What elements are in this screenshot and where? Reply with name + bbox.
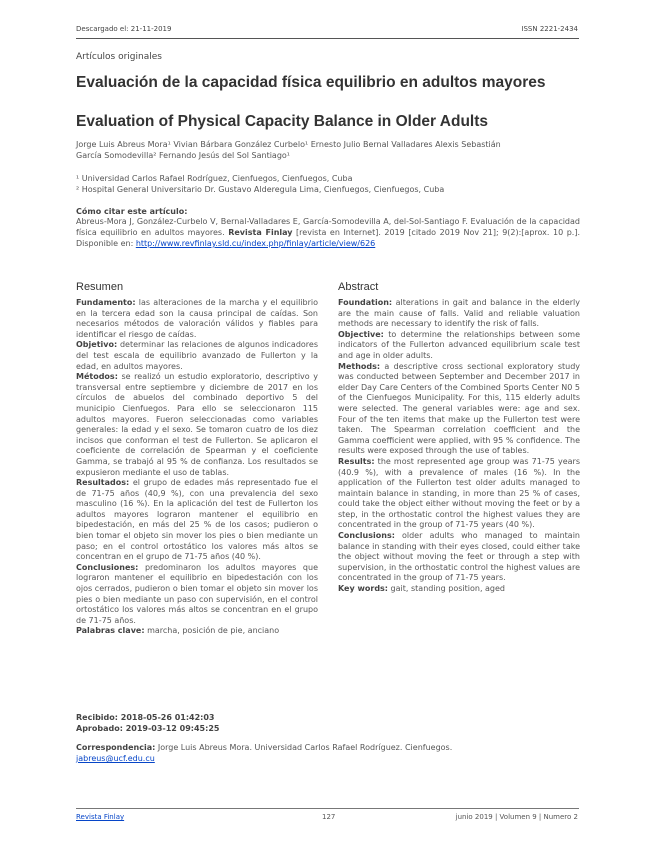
conclusions-label: Conclusions: bbox=[338, 531, 395, 541]
dates bbox=[76, 712, 219, 734]
conclusions-text: older adults who managed to maintain balance in standing with their eyes closed, could either take the object without moving the feet or through a step with supervision, in the orthostatic control the highest values are concentrated in the group of 71-75 years. bbox=[338, 531, 580, 583]
methods-text: a descriptive cross sectional exploratory study was conducted between September and December 2017 in elder Day Care Centers of the Combined Sports Center N0 5 of the Cienfuegos Municipality. For this, 115 elderly adults were selected. The general variables were: age and sex. Four of the ten items that make up the Fullerton test were taken. The Spearman correlation coefficient and the Gamma coefficient were applied, with 95 % confidence. The results were exposed through the use of tables. bbox=[338, 361, 580, 456]
methods-label: Methods: bbox=[338, 361, 381, 371]
section-label: Artículos originales bbox=[76, 52, 162, 62]
resumen-paragraph bbox=[76, 563, 318, 627]
resultados-label: Resultados: bbox=[76, 478, 130, 488]
conclusiones-text: predominaron los adultos mayores que lograron mantener el equilibrio en bipedestación con los ojos cerrados, pudieron o bien tomar el objeto sin mover los pies o bien mediante un paso con supervisión, en el control ortostático los valores más altos se concentran en el grupo de 71-75 años. bbox=[76, 562, 318, 625]
resumen-heading: Resumen bbox=[76, 281, 124, 293]
results-text: the most represented age group was 71-75 years (40.9 %), with a prevalence of males (16 %). In the application of the Fullerton test older adults managed to maintain balance in standing, in more than 25 % of cases, could take the object either without moving the feet or by a step, in the orthostatic control the highest values they are concentrated in the group of 71-75 years (40 %). bbox=[338, 456, 580, 530]
affiliation-2: ² Hospital General Universitario Dr. Gustavo Alderegula Lima, Cienfuegos, Cienfuegos, Cuba bbox=[76, 185, 445, 194]
citation-url-link[interactable]: http://www.revfinlay.sld.cu/index.php/finlay/article/view/626 bbox=[135, 239, 376, 248]
objetivo-label: Objetivo: bbox=[76, 340, 118, 350]
palabras-clave-text: marcha, posición de pie, anciano bbox=[144, 626, 280, 636]
correspondence-text: Jorge Luis Abreus Mora. Universidad Carlos Rafael Rodríguez. Cienfuegos. bbox=[155, 743, 453, 752]
conclusiones-label: Conclusiones: bbox=[76, 562, 139, 572]
footer-journal-link[interactable]: Revista Finlay bbox=[76, 813, 125, 821]
foundation-label: Foundation: bbox=[338, 298, 393, 307]
abstract-paragraph bbox=[338, 330, 580, 362]
footer-divider bbox=[76, 808, 579, 809]
fundamento-label: Fundamento: bbox=[76, 298, 136, 307]
title-spanish: Evaluación de la capacidad física equilibrio en adultos mayores bbox=[76, 74, 546, 91]
citation-text bbox=[76, 216, 580, 249]
authors-line-1: Jorge Luis Abreus Mora¹ Vivian Bárbara González Curbelo¹ Ernesto Julio Bernal Valladares Alexis Sebastián bbox=[76, 140, 501, 149]
received-date: Recibido: 2018-05-26 01:42:03 bbox=[76, 713, 215, 722]
key-words-label: Key words: bbox=[338, 584, 389, 594]
key-words-text: gait, standing position, aged bbox=[388, 584, 506, 594]
correspondence-email-link[interactable]: jabreus@ucf.edu.cu bbox=[76, 754, 155, 763]
citation-text-end: [revista en Internet]. 2019 [citado 2019 Nov 21]; 9(2):[aprox. 10 p.]. Disponible en: bbox=[76, 228, 580, 248]
issn: ISSN 2221-2434 bbox=[521, 25, 578, 33]
issue-info: junio 2019 | Volumen 9 | Numero 2 bbox=[455, 813, 578, 821]
correspondence-label: Correspondencia: bbox=[76, 743, 156, 752]
affiliation-1: ¹ Universidad Carlos Rafael Rodríguez, Cienfuegos, Cienfuegos, Cuba bbox=[76, 174, 353, 183]
objective-text: to determine the relationships between some indicators of the Fullerton advanced equilibrium scale test and age in older adults. bbox=[338, 329, 580, 360]
authors bbox=[76, 139, 586, 161]
abstract-paragraph bbox=[338, 362, 580, 457]
key-words bbox=[338, 584, 580, 595]
citation-block bbox=[76, 207, 580, 249]
objetivo-text: determinar las relaciones de algunos indicadores del test escala de equilibrio avanzado de Fullerton y la edad, en adultos mayores. bbox=[76, 340, 318, 371]
resumen-paragraph bbox=[76, 340, 318, 372]
page-number: 127 bbox=[322, 813, 336, 821]
approved-date: Aprobado: 2019-03-12 09:45:25 bbox=[76, 724, 220, 733]
objective-label: Objective: bbox=[338, 329, 384, 339]
palabras-clave-label: Palabras clave: bbox=[76, 626, 145, 636]
citation-heading: Cómo citar este artículo: bbox=[76, 207, 188, 216]
fundamento-text: las alteraciones de la marcha y el equilibrio en la tercera edad son la causa principal de caídas. Son necesarios métodos de valoración válidos y fiables para identificar el riesgo de caídas. bbox=[76, 298, 318, 339]
citation-journal: Revista Finlay bbox=[228, 228, 293, 237]
resumen-paragraph bbox=[76, 372, 318, 478]
download-date: Descargado el: 21-11-2019 bbox=[76, 25, 172, 33]
correspondence bbox=[76, 742, 580, 764]
resumen-paragraph bbox=[76, 298, 318, 340]
resumen-column bbox=[76, 298, 318, 637]
metodos-text: se realizó un estudio exploratorio, descriptivo y transversal entre septiembre y diciembre de 2017 en los círculos de abuelos del combinado deportivo 5 del municipio Cienfuegos. Para ello se seleccionaron 115 adultos mayores. Fueron seleccionadas como variables generales: la edad y el sexo. Se tomaron cuatro de los diez incisos que conforman el test de Fullerton. Se aplicaron el coeficiente de correlación de Spearman y el coeficiente Gamma, se trabajó al 95 % de confianza. Los resultados se expusieron mediante el uso de tablas. bbox=[76, 372, 318, 477]
foundation-text: alterations in gait and balance in the elderly are the main cause of falls. Valid and reliable valuation methods are necessary to identify the risk of falls. bbox=[338, 298, 580, 329]
citation-text-start: Abreus-Mora J, González-Curbelo V, Bernal-Valladares E, García-Somodevilla A, del-Sol-Santiago F. Evaluación de la capacidad física equilibrio en adultos mayores. bbox=[76, 217, 580, 237]
header-divider bbox=[76, 38, 579, 39]
abstract-paragraph bbox=[338, 457, 580, 531]
resultados-text: el grupo de edades más representado fue el de 71-75 años (40,9 %), con una prevalencia del sexo masculino (16 %). En la aplicación del test de Fullerton los adultos mayores lograron mantener el equilibrio en bipedestación, en más del 25 % de los casos; pudieron o bien tomar el objeto sin mover los pies o bien mediante un paso; en el control ortostático los valores más altos se concentran en el grupo de 71-75 años (40 %). bbox=[76, 478, 318, 562]
abstract-heading: Abstract bbox=[338, 281, 379, 293]
title-english: Evaluation of Physical Capacity Balance in Older Adults bbox=[76, 113, 489, 130]
abstract-column bbox=[338, 298, 580, 595]
results-label: Results: bbox=[338, 456, 375, 466]
authors-line-2: García Somodevilla² Fernando Jesús del Sol Santiago¹ bbox=[76, 151, 291, 160]
abstract-paragraph bbox=[338, 298, 580, 330]
footer-journal[interactable] bbox=[76, 813, 124, 821]
palabras-clave bbox=[76, 626, 318, 637]
abstract-paragraph bbox=[338, 531, 580, 584]
affiliations bbox=[76, 173, 586, 195]
resumen-paragraph bbox=[76, 478, 318, 563]
metodos-label: Métodos: bbox=[76, 372, 118, 382]
